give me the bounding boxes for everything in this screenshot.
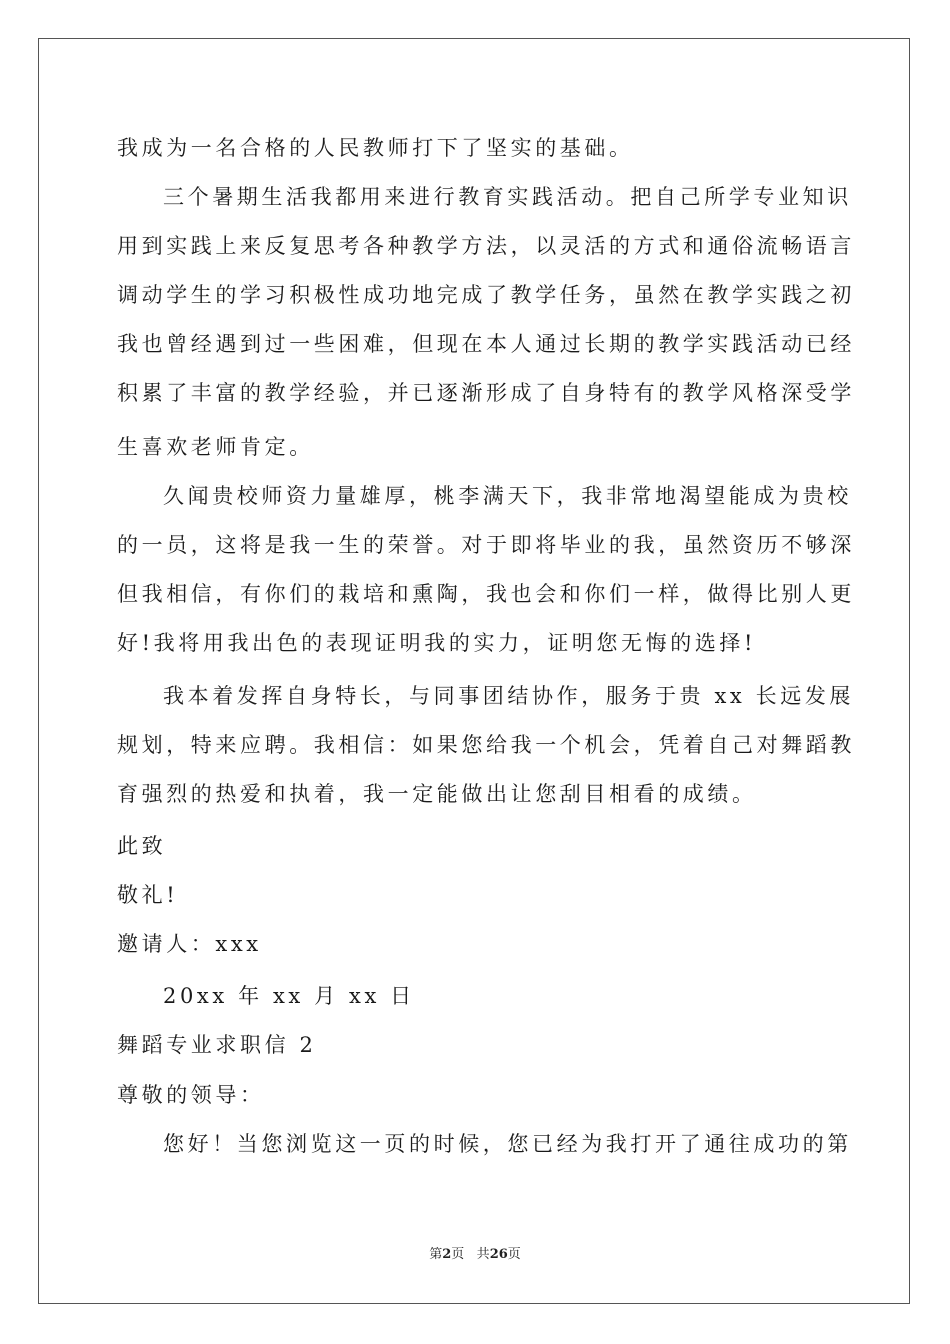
body-text-line: 好!我将用我出色的表现证明我的实力，证明您无悔的选择!	[117, 631, 757, 655]
body-text-line: 生喜欢老师肯定。	[117, 435, 314, 459]
page-unit: 页	[451, 1247, 465, 1262]
total-unit: 页	[507, 1247, 521, 1262]
body-text-line: 育强烈的热爱和执着，我一定能做出让您刮目相看的成绩。	[117, 782, 757, 806]
signature-line: 邀请人：xxx	[117, 932, 262, 956]
page-prefix: 第	[429, 1247, 443, 1262]
date-line: 20xx 年 xx 月 xx 日	[163, 984, 415, 1008]
body-text-line: 三个暑期生活我都用来进行教育实践活动。把自己所学专业知识	[163, 185, 852, 209]
greeting-line: 尊敬的领导：	[117, 1083, 265, 1107]
body-text-line: 久闻贵校师资力量雄厚，桃李满天下，我非常地渴望能成为贵校	[163, 484, 852, 508]
body-text-line: 调动学生的学习积极性成功地完成了教学任务，虽然在教学实践之初	[117, 283, 855, 307]
total-prefix: 共	[476, 1247, 490, 1262]
page-total: 26	[489, 1247, 508, 1262]
page-footer	[0, 1246, 950, 1264]
body-text-line: 您好！当您浏览这一页的时候，您已经为我打开了通往成功的第	[163, 1132, 852, 1156]
body-text-line: 用到实践上来反复思考各种教学方法，以灵活的方式和通俗流畅语言	[117, 234, 855, 258]
body-text-line: 但我相信，有你们的栽培和熏陶，我也会和你们一样，做得比别人更	[117, 582, 855, 606]
body-text-line: 我本着发挥自身特长，与同事团结协作，服务于贵 xx 长远发展	[163, 684, 855, 708]
closing-salutation: 此致	[117, 834, 167, 858]
body-text-line: 我成为一名合格的人民教师打下了坚实的基础。	[117, 136, 634, 160]
body-text-line: 的一员，这将是我一生的荣誉。对于即将毕业的我，虽然资历不够深	[117, 533, 855, 557]
body-text-line: 积累了丰富的教学经验，并已逐渐形成了自身特有的教学风格深受学	[117, 381, 855, 405]
closing-regards: 敬礼!	[117, 883, 179, 907]
body-text-line: 我也曾经遇到过一些困难，但现在本人通过长期的教学实践活动已经	[117, 332, 855, 356]
page-current: 2	[442, 1247, 452, 1262]
section-title: 舞蹈专业求职信 2	[117, 1033, 317, 1057]
body-text-line: 规划，特来应聘。我相信：如果您给我一个机会，凭着自己对舞蹈教	[117, 733, 855, 757]
page-border	[38, 38, 910, 1304]
